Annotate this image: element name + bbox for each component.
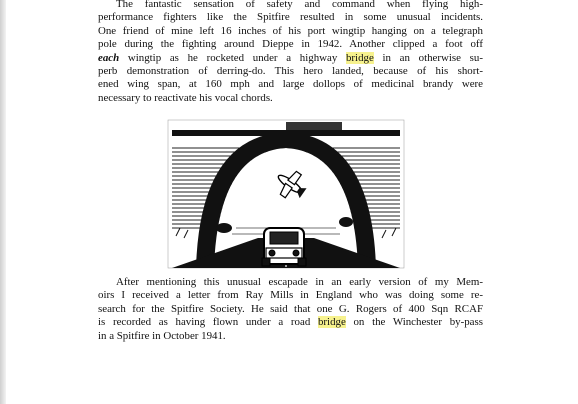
bush-left [216, 223, 232, 233]
page-edge [0, 0, 6, 404]
text-line: performance fighters like the Spitfire resulted in some unusual incidents. [98, 11, 483, 24]
paragraph-letter-ray-mills [98, 276, 483, 343]
bridge-deck [172, 130, 400, 136]
distant-vehicle [286, 122, 342, 130]
text-line: search for the Spitfire Society. He said that one G. Rogers of 400 Sqn RCAF [98, 302, 483, 315]
text-fragment: wingtip as he rocketed under a highway [119, 51, 346, 64]
text-fragment: is recorded as having flown under a road [98, 316, 318, 329]
text-line: necessary to reactivate his vocal chords. [98, 91, 273, 104]
text-line: oirs I received a letter from Ray Mills in England who was doing some re- [98, 289, 483, 302]
text-line: The fantastic sensation of safety and command when flying high- [116, 0, 483, 10]
woodcut-illustration [166, 118, 406, 270]
car [262, 228, 306, 266]
text-fragment: in an otherwise su- [373, 51, 483, 64]
emphasis-each: each [98, 51, 120, 64]
text-line: pole during the fighting around Dieppe in 1942. Another clipped a foot off [98, 38, 483, 51]
text-line [98, 52, 483, 65]
text-line: ened wing span, at 160 mph and large dollops of medicinal brandy were [98, 78, 483, 91]
search-highlight: bridge [345, 51, 374, 64]
text-line [98, 316, 483, 329]
text-line: One friend of mine left 16 inches of his port wingtip hanging on a telegraph [98, 24, 483, 37]
paragraph-spitfire-incidents [98, 0, 483, 105]
text-line: in a Spitfire in October 1941. [98, 329, 226, 342]
text-line: After mentioning this unusual escapade in an early version of my Mem- [116, 276, 483, 288]
text-line: perb demonstration of derring-do. This hero landed, because of his short- [98, 65, 483, 78]
bush-right [339, 217, 353, 227]
bridge-spitfire-illustration [166, 118, 406, 270]
text-fragment: on the Winchester by-pass [345, 316, 483, 329]
search-highlight: bridge [317, 316, 346, 329]
